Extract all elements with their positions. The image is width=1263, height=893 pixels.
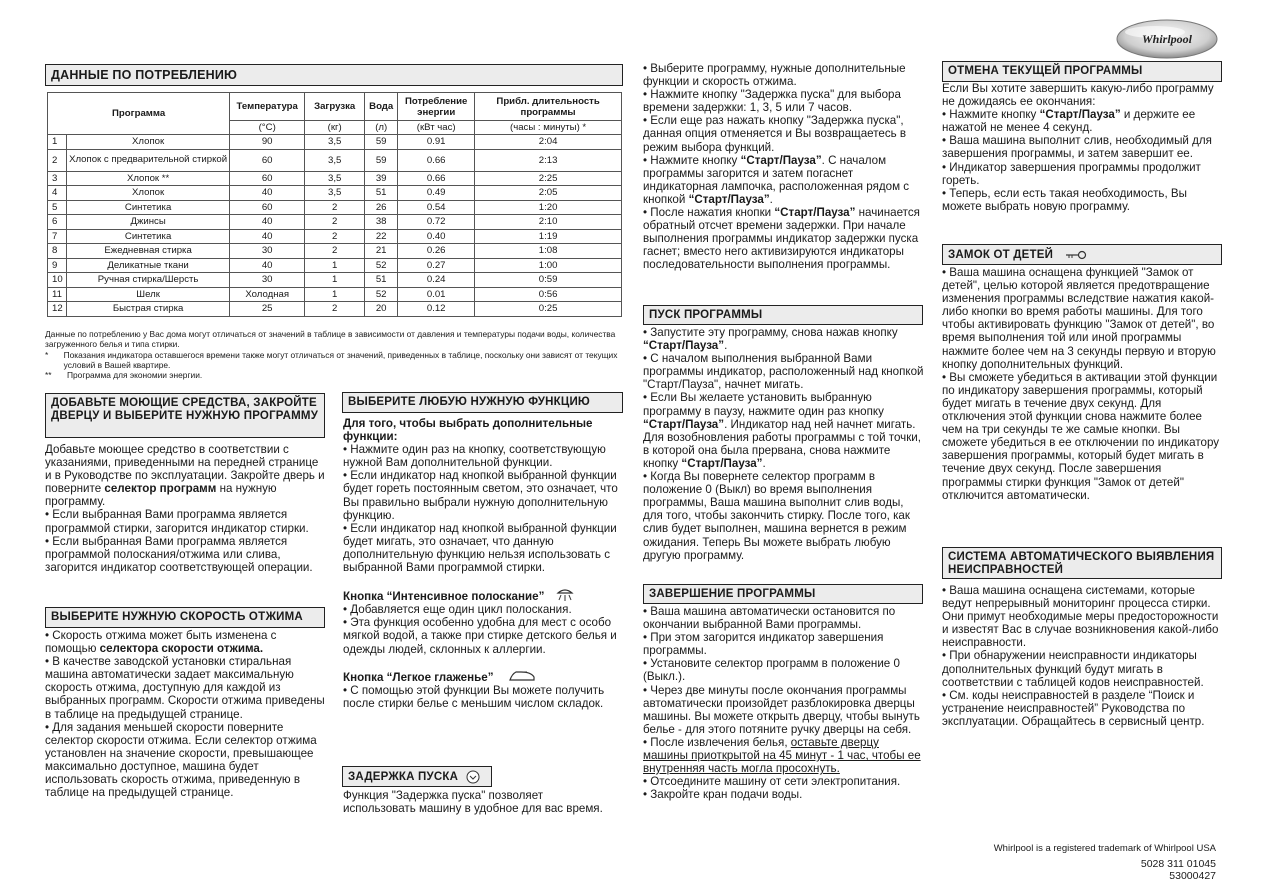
table-cell-e: 0.12 xyxy=(398,302,475,317)
iron-icon xyxy=(507,670,537,682)
table-cell-e: 0.72 xyxy=(398,215,475,230)
table-cell-n: 2 xyxy=(48,149,67,171)
table-cell-t: 90 xyxy=(230,135,305,150)
spin-b1a: • Скорость отжима может быть изменена с помощью xyxy=(45,629,277,656)
table-row xyxy=(48,244,622,259)
table-row xyxy=(48,135,622,150)
child-lock-text xyxy=(942,266,1225,502)
table-cell-t: 40 xyxy=(230,258,305,273)
delay-p1: Функция "Задержка пуска" позволяет использовать машину в удобное для вас время. xyxy=(343,789,603,816)
table-cell-d: 2:13 xyxy=(475,149,622,171)
function-b3: • Если индикатор над кнопкой выбранной функции будет мигать, это означает, что данную дополнительную функцию нельзя использовать с выбранной Вами программой стирки. xyxy=(343,521,617,575)
table-cell-w: 38 xyxy=(365,215,398,230)
table-cell-t: 60 xyxy=(230,200,305,215)
cancel-text xyxy=(942,82,1225,213)
start-pause-label-4: “Старт/Пауза” xyxy=(643,339,725,353)
table-cell-e: 0.66 xyxy=(398,171,475,186)
cancel-b2: • Ваша машина выполнит слив, необходимый для завершения программы, и затем завершит ее. xyxy=(942,134,1212,161)
finish-b5a: • После извлечения белья, xyxy=(643,735,791,749)
table-row xyxy=(48,186,622,201)
table-cell-d: 0:56 xyxy=(475,287,622,302)
add-detergent-text xyxy=(45,443,327,574)
table-cell-prog: Хлопок ** xyxy=(67,171,230,186)
table-cell-e: 0.01 xyxy=(398,287,475,302)
iron-title: Кнопка “Легкое глаженье” xyxy=(343,670,494,684)
table-row xyxy=(48,215,622,230)
finish-b5b: оставьте дверцу машины приоткрытой на 45 минут - 1 час, чтобы ее внутренняя часть могла просохнуть. xyxy=(643,735,921,776)
table-cell-t: Холодная xyxy=(230,287,305,302)
table-cell-e: 0.40 xyxy=(398,229,475,244)
table-cell-t: 40 xyxy=(230,229,305,244)
footer xyxy=(960,843,1216,882)
table-cell-n: 4 xyxy=(48,186,67,201)
footer-code-1: 5028 311 01045 xyxy=(1140,858,1216,870)
table-cell-w: 52 xyxy=(365,287,398,302)
table-cell-l: 1 xyxy=(305,287,365,302)
col-program: Программа xyxy=(48,93,230,135)
start-b3a: • Если Вы желаете установить выбранную программу в паузу, нажмите один раз кнопку xyxy=(643,391,884,418)
table-cell-t: 40 xyxy=(230,186,305,201)
table-cell-n: 6 xyxy=(48,215,67,230)
table-cell-prog: Синтетика xyxy=(67,229,230,244)
col-duration-unit: (часы : минуты) * xyxy=(475,121,622,135)
delay-step-5c: начинается обратный отсчет времени задержки. При начале выполнения программы индикатор задержки пуска гаснет; вместо него активизируются индикаторы последовательности выполнения программы. xyxy=(643,206,920,272)
table-cell-prog: Хлопок xyxy=(67,135,230,150)
delay-title: ЗАДЕРЖКА ПУСКА xyxy=(348,770,459,783)
table-cell-d: 1:00 xyxy=(475,258,622,273)
start-b3e: . xyxy=(762,456,766,470)
note-1: Данные по потреблению у Вас дома могут отличаться от значений в таблице в зависимости от давления и температуры подачи воды, количества загруженного белья и типа стирки. xyxy=(45,329,616,350)
table-cell-w: 26 xyxy=(365,200,398,215)
table-cell-d: 1:20 xyxy=(475,200,622,215)
table-cell-l: 3,5 xyxy=(305,171,365,186)
table-cell-l: 3,5 xyxy=(305,135,365,150)
table-cell-prog: Деликатные ткани xyxy=(67,258,230,273)
finish-b1: • Ваша машина автоматически остановится по окончании выбранной Вами программы. xyxy=(643,605,896,632)
trademark-note: Whirlpool is a registered trademark of Whirlpool USA xyxy=(993,843,1216,854)
consumption-table xyxy=(47,92,622,317)
function-b1: • Нажмите один раз на кнопку, соответствующую нужной Вам дополнительной функции. xyxy=(343,443,606,470)
table-cell-prog: Хлопок с предварительной стиркой xyxy=(67,149,230,171)
child-lock-b2: • Вы сможете убедиться в активации этой функции по индикатору завершения программы, который будет мигать в течение двух секунд. Для отключения этой функции снова нажмите более чем на три секунды те же самые кнопки. Вы сможете убедиться в ее отключении по индикатору завершения программы, который будет мигать в течение двух секунд. После завершения программы стирки функция "Замок от детей" отключится автоматически. xyxy=(942,370,1220,502)
consumption-notes xyxy=(45,329,625,380)
rinse-title: Кнопка “Интенсивное полоскание” xyxy=(343,590,545,604)
table-cell-w: 51 xyxy=(365,273,398,288)
function-b2: • Если индикатор над кнопкой выбранной функции будет гореть постоянным светом, это означает, что Вы правильно выбрали нужную дополнительную функцию. xyxy=(343,469,618,522)
spin-text xyxy=(45,629,327,799)
cancel-title: ОТМЕНА ТЕКУЩЕЙ ПРОГРАММЫ xyxy=(942,61,1222,82)
col-load-unit: (кг) xyxy=(305,121,365,135)
spin-title: ВЫБЕРИТЕ НУЖНУЮ СКОРОСТЬ ОТЖИМА xyxy=(45,607,325,628)
logo-text: Whirlpool xyxy=(1141,32,1193,46)
table-row xyxy=(48,149,622,171)
cancel-b4: • Теперь, если есть такая необходимость, Вы можете выбрать новую программу. xyxy=(942,186,1187,213)
table-cell-l: 1 xyxy=(305,273,365,288)
table-cell-l: 2 xyxy=(305,302,365,317)
finish-b2: • При этом загорится индикатор завершения программы. xyxy=(643,631,884,658)
cancel-b1c: и держите ее нажатой не менее 4 секунд. xyxy=(942,108,1196,135)
start-b4: • Когда Вы повернете селектор программ в положение 0 (Выкл) во время выполнения программы, Ваша машина выполнит слив воды, для того, чтобы закончить стирку. После того, как слив будет выполнен, машина вернется в режим ожидания. Теперь Вы можете выбрать любую другую программу. xyxy=(643,470,910,562)
col-duration: Прибл. длительность программы xyxy=(475,93,622,121)
diag-text xyxy=(942,584,1225,728)
delay-header xyxy=(342,766,492,787)
table-cell-e: 0.24 xyxy=(398,273,475,288)
col-energy-unit: (кВт час) xyxy=(398,121,475,135)
delay-step-4c: . С началом программы загорится и затем погаснет индикаторная лампочка, расположенная рядом с кнопкой xyxy=(643,153,910,206)
finish-b7: • Закройте кран подачи воды. xyxy=(643,788,803,802)
table-cell-t: 25 xyxy=(230,302,305,317)
child-lock-b1: • Ваша машина оснащена функцией "Замок от детей", целью которой является предотвращение изменения программы вследствие нажатия какой-либо кнопки во время работы машины. Для того чтобы активировать функцию "Замок от детей", во время выполнения той или иной программы нажмите более чем на 3 секунды первую и вторую кнопку дополнительных функций. xyxy=(942,266,1216,371)
col-water: Вода xyxy=(365,93,398,121)
table-cell-l: 2 xyxy=(305,215,365,230)
function-text xyxy=(343,417,625,710)
finish-title: ЗАВЕРШЕНИЕ ПРОГРАММЫ xyxy=(643,584,923,604)
table-cell-l: 3,5 xyxy=(305,186,365,201)
delay-step-1: • Выберите программу, нужные дополнительные функции и скорость отжима. xyxy=(643,62,906,89)
table-cell-d: 1:19 xyxy=(475,229,622,244)
table-cell-prog: Ежедневная стирка xyxy=(67,244,230,259)
whirlpool-logo xyxy=(1115,18,1220,60)
start-pause-label-1: “Старт/Пауза” xyxy=(740,153,822,167)
function-title: ВЫБЕРИТЕ ЛЮБУЮ НУЖНУЮ ФУНКЦИЮ xyxy=(342,392,623,413)
delay-step-4e: . xyxy=(769,192,773,206)
table-cell-prog: Шелк xyxy=(67,287,230,302)
child-lock-title: ЗАМОК ОТ ДЕТЕЙ xyxy=(948,248,1054,261)
diag-b1: • Ваша машина оснащена системами, которые ведут непрерывный мониторинг процесса стирки. Они примут необходимые меры предосторожности и известят Вас в случае возникновения какой-либо неисправности. xyxy=(942,584,1219,650)
finish-text xyxy=(643,605,926,801)
table-cell-l: 2 xyxy=(305,244,365,259)
table-cell-w: 20 xyxy=(365,302,398,317)
table-row xyxy=(48,302,622,317)
clock-icon xyxy=(466,770,480,784)
start-b1a: • Запустите эту программу, снова нажав кнопку xyxy=(643,326,898,339)
table-cell-w: 21 xyxy=(365,244,398,259)
table-cell-d: 2:04 xyxy=(475,135,622,150)
table-cell-e: 0.27 xyxy=(398,258,475,273)
table-cell-t: 60 xyxy=(230,149,305,171)
col-load: Загрузка xyxy=(305,93,365,121)
table-cell-prog: Джинсы xyxy=(67,215,230,230)
add-detergent-b2: • Если выбранная Вами программа является программой полоскания/отжима или слива, загорится индикатор соответствующей операции. xyxy=(45,534,313,574)
table-cell-n: 5 xyxy=(48,200,67,215)
table-cell-w: 59 xyxy=(365,149,398,171)
diag-title: СИСТЕМА АВТОМАТИЧЕСКОГО ВЫЯВЛЕНИЯ НЕИСПРАВНОСТЕЙ xyxy=(942,547,1222,579)
child-lock-header xyxy=(942,244,1222,265)
spin-selector-label: селектора скорости отжима. xyxy=(99,642,264,656)
table-row xyxy=(48,258,622,273)
col-energy: Потребление энергии xyxy=(398,93,475,121)
table-cell-w: 59 xyxy=(365,135,398,150)
table-cell-e: 0.66 xyxy=(398,149,475,171)
spin-b3: • Для задания меньшей скорости поверните селектор скорости отжима. Если селектор отжима установлен на значение скорости, превышающее максимально доступное, машина будет использовать скорость отжима, приведенную в таблице на предыдущей странице. xyxy=(45,720,317,800)
diag-b3: • См. коды неисправностей в разделе “Поиск и устранение неисправностей” Руководства по эксплуатации. Обращайтесь в сервисный центр. xyxy=(942,688,1205,728)
table-cell-d: 1:08 xyxy=(475,244,622,259)
col-temp-unit: (°C) xyxy=(230,121,305,135)
table-cell-prog: Хлопок xyxy=(67,186,230,201)
add-detergent-title: ДОБАВЬТЕ МОЮЩИЕ СРЕДСТВА, ЗАКРОЙТЕ ДВЕРЦУ И ВЫБЕРИТЕ НУЖНУЮ ПРОГРАММУ xyxy=(45,393,325,438)
diag-b2: • При обнаружении неисправности индикаторы дополнительных функций будут мигать в соответствии с таблицей кодов неисправностей. xyxy=(942,649,1204,689)
table-cell-e: 0.49 xyxy=(398,186,475,201)
table-row xyxy=(48,200,622,215)
footer-code-2: 53000427 xyxy=(1169,870,1216,882)
table-cell-d: 0:59 xyxy=(475,273,622,288)
table-cell-t: 30 xyxy=(230,273,305,288)
start-title: ПУСК ПРОГРАММЫ xyxy=(643,305,923,325)
start-pause-label-2: “Старт/Пауза” xyxy=(688,192,770,206)
rinse-b1: • Добавляется еще один цикл полоскания. xyxy=(343,603,572,617)
start-b1c: . xyxy=(724,339,728,353)
table-cell-w: 51 xyxy=(365,186,398,201)
consumption-title: ДАННЫЕ ПО ПОТРЕБЛЕНИЮ xyxy=(45,64,623,86)
start-b2: • С началом выполнения выбранной Вами программы индикатор, расположенный над кнопкой "Старт/Пауза", начнет мигать. xyxy=(643,352,924,392)
spin-b2: • В качестве заводской установки стиральная машина автоматически задает максимальную скорость отжима, доступную для каждой из выбранных программ. Скорости отжима приведены в таблице на предыдущей странице. xyxy=(45,655,325,721)
table-cell-l: 2 xyxy=(305,200,365,215)
delay-step-4a: • Нажмите кнопку xyxy=(643,153,741,167)
add-detergent-p1c: на нужную программу. xyxy=(45,482,277,509)
start-b3c: . Индикатор над ней начнет мигать. Для возобновления работы программы с той точки, в которой она была прервана, снова нажмите кнопку xyxy=(643,417,921,470)
table-cell-e: 0.26 xyxy=(398,244,475,259)
rinse-b2: • Эта функция особенно удобна для мест с особо мягкой водой, а также при стирке детского белья и одежды людей, склонных к аллергии. xyxy=(343,616,617,656)
table-cell-d: 2:25 xyxy=(475,171,622,186)
table-row xyxy=(48,171,622,186)
table-cell-d: 2:05 xyxy=(475,186,622,201)
note-3: Программа для экономии энергии. xyxy=(67,370,203,381)
table-cell-n: 8 xyxy=(48,244,67,259)
cancel-b3: • Индикатор завершения программы продолжит гореть. xyxy=(942,160,1201,187)
table-cell-w: 52 xyxy=(365,258,398,273)
add-detergent-p1a: Добавьте моющее средство в соответствии с указаниями, приведенными на передней странице и в Руководстве по эксплуатации. Закройте дверь и поверните xyxy=(45,443,325,496)
start-pause-label-6: “Старт/Пауза” xyxy=(681,456,763,470)
function-intro: Для того, чтобы выбрать дополнительные функции: xyxy=(343,417,593,444)
table-cell-n: 10 xyxy=(48,273,67,288)
table-cell-n: 1 xyxy=(48,135,67,150)
key-icon xyxy=(1065,250,1087,260)
table-cell-l: 1 xyxy=(305,258,365,273)
start-pause-label-5: “Старт/Пауза” xyxy=(643,417,725,431)
table-row xyxy=(48,273,622,288)
table-cell-e: 0.54 xyxy=(398,200,475,215)
iron-b1: • С помощью этой функции Вы можете получить после стирки белье с меньшим числом складок. xyxy=(343,683,605,710)
table-cell-e: 0.91 xyxy=(398,135,475,150)
note-2-mark: * xyxy=(45,349,49,360)
finish-b3: • Установите селектор программ в положение 0 (Выкл.). xyxy=(643,657,900,684)
shower-icon xyxy=(554,588,576,602)
cancel-b1a: • Нажмите кнопку xyxy=(942,108,1040,122)
table-cell-t: 60 xyxy=(230,171,305,186)
finish-b4: • Через две минуты после окончания программы автоматически произойдет разблокировка дверцы машины. Вы можете открыть дверцу, чтобы вынуть белье - для этого потяните ручку дверцы на себя. xyxy=(643,683,920,736)
table-cell-w: 22 xyxy=(365,229,398,244)
table-cell-d: 2:10 xyxy=(475,215,622,230)
col-water-unit: (л) xyxy=(365,121,398,135)
delay-steps xyxy=(643,62,926,272)
table-cell-n: 9 xyxy=(48,258,67,273)
add-detergent-b1: • Если выбранная Вами программа является программой стирки, загорится индикатор стирки. xyxy=(45,508,309,535)
table-cell-l: 3,5 xyxy=(305,149,365,171)
table-row xyxy=(48,287,622,302)
delay-step-5a: • После нажатия кнопки xyxy=(643,206,775,220)
start-text xyxy=(643,326,926,562)
finish-b6: • Отсоедините машину от сети электропитания. xyxy=(643,775,901,789)
table-cell-n: 11 xyxy=(48,287,67,302)
delay-step-3: • Если еще раз нажать кнопку "Задержка пуска", данная опция отменяется и Вы возвращаетесь в режим выбора функций. xyxy=(643,114,907,154)
table-cell-n: 12 xyxy=(48,302,67,317)
table-cell-l: 2 xyxy=(305,229,365,244)
cancel-p1: Если Вы хотите завершить какую-либо программу не дожидаясь ее окончания: xyxy=(942,82,1214,109)
table-cell-t: 30 xyxy=(230,244,305,259)
start-pause-label-7: “Старт/Пауза” xyxy=(1039,108,1121,122)
table-cell-t: 40 xyxy=(230,215,305,230)
table-cell-n: 3 xyxy=(48,171,67,186)
table-cell-n: 7 xyxy=(48,229,67,244)
table-cell-d: 0:25 xyxy=(475,302,622,317)
delay-step-2: • Нажмите кнопку "Задержка пуска" для выбора времени задержки: 1, 3, 5 или 7 часов. xyxy=(643,88,901,115)
program-selector-label: селектор программ xyxy=(104,482,217,496)
note-2: Показания индикатора оставшегося времени также могут отличаться от значений, приведенных в таблице, поскольку они зависят от текущих условий в Вашей квартире. xyxy=(63,349,618,370)
delay-text xyxy=(343,789,603,815)
note-3-mark: ** xyxy=(45,370,52,381)
table-cell-prog: Быстрая стирка xyxy=(67,302,230,317)
table-cell-prog: Синтетика xyxy=(67,200,230,215)
table-cell-prog: Ручная стирка/Шерсть xyxy=(67,273,230,288)
table-cell-w: 39 xyxy=(365,171,398,186)
table-row xyxy=(48,229,622,244)
start-pause-label-3: “Старт/Пауза” xyxy=(774,206,856,220)
col-temp: Температура xyxy=(230,93,305,121)
